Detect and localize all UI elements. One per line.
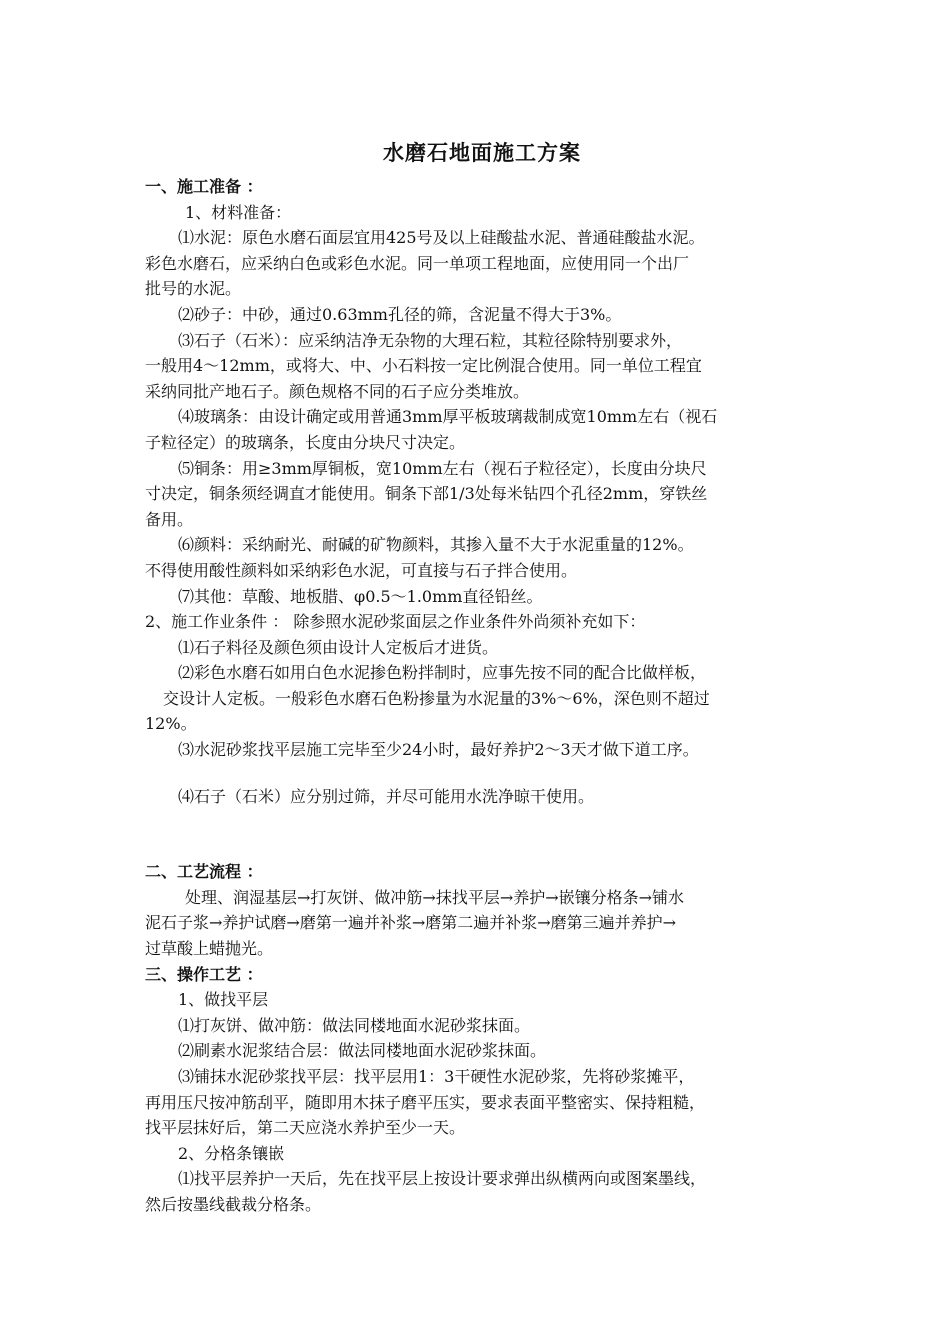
paragraph-line: ⑵彩色水磨石如用白色水泥掺色粉拌制时，应事先按不同的配合比做样板， <box>178 663 707 683</box>
subheading-leveling-layer: 1、做找平层 <box>178 990 269 1010</box>
paragraph-line: ⑵砂子：中砂，通过0.63mm孔径的筛，含泥量不得大于3%。 <box>178 304 622 324</box>
paragraph-line: 过草酸上蜡抛光。 <box>145 939 274 959</box>
paragraph-line: ⑷石子（石米）应分别过筛，并尽可能用水洗净晾干使用。 <box>178 786 595 806</box>
paragraph-line: ⑵刷素水泥浆结合层：做法同楼地面水泥砂浆抹面。 <box>178 1041 547 1061</box>
paragraph-line: 子粒径定）的玻璃条，长度由分块尺寸决定。 <box>145 432 466 452</box>
paragraph-line: 再用压尺按冲筋刮平，随即用木抹子磨平压实，要求表面平整密实、保持粗糙， <box>145 1092 706 1112</box>
paragraph-line: 处理、润湿基层→打灰饼、做冲筋→抹找平层→养护→嵌镶分格条→铺水 <box>185 887 685 907</box>
section-heading-preparation: 一、施工准备 ： <box>145 177 263 196</box>
paragraph-line: ⑶水泥砂浆找平层施工完毕至少24小时，最好养护2～3天才做下道工序。 <box>178 740 699 760</box>
paragraph-line: ⑴找平层养护一天后，先在找平层上按设计要求弹出纵横两向或图案墨线， <box>178 1169 707 1189</box>
section-heading-process-flow: 二、工艺流程 ： <box>145 862 263 882</box>
paragraph-line: ⑹颜料：采纳耐光、耐碱的矿物颜料，其掺入量不大于水泥重量的12%。 <box>178 535 694 555</box>
paragraph-line: 寸决定，铜条须经调直才能使用。铜条下部1/3处每米钻四个孔径2mm，穿铁丝 <box>145 484 708 504</box>
subheading-divider-strips: 2、分格条镶嵌 <box>178 1143 285 1163</box>
subheading-work-conditions: 2、施工作业条件 ： 除参照水泥砂浆面层之作业条件外尚须补充如下： <box>145 612 646 632</box>
document-body <box>145 136 819 1218</box>
paragraph-line: 备用。 <box>145 509 194 529</box>
paragraph-line: 彩色水磨石，应采纳白色或彩色水泥。同一单项工程地面，应使用同一个出厂 <box>145 253 690 273</box>
paragraph-line: 批号的水泥。 <box>145 279 242 299</box>
paragraph-line: ⑴水泥：原色水磨石面层宜用425号及以上硅酸盐水泥、普通硅酸盐水泥。 <box>178 228 705 248</box>
paragraph-line: ⑷玻璃条：由设计确定或用普通3mm厚平板玻璃裁制成宽10mm左右（视石 <box>178 407 718 427</box>
paragraph-line: 泥石子浆→养护试磨→磨第一遍并补浆→磨第二遍并补浆→磨第三遍并养护→ <box>145 913 677 933</box>
paragraph-line: 12%。 <box>145 714 197 734</box>
paragraph-line: ⑴石子料径及颜色须由设计人定板后才进货。 <box>178 637 499 657</box>
paragraph-line: 交设计人定板。一般彩色水磨石色粉掺量为水泥量的3%～6%，深色则不超过 <box>163 688 710 708</box>
paragraph-line: ⑺其他：草酸、地板腊、φ0.5～1.0mm直径铅丝。 <box>178 586 543 606</box>
paragraph-line: 采纳同批产地石子。颜色规格不同的石子应分类堆放。 <box>145 381 530 401</box>
paragraph-line: ⑶石子（石米）：应采纳洁净无杂物的大理石粒，其粒径除特别要求外， <box>178 330 683 350</box>
blank-space <box>145 809 819 859</box>
paragraph-line: ⑸铜条：用≥3mm厚铜板，宽10mm左右（视石子粒径定），长度由分块尺 <box>178 458 707 478</box>
paragraph-line: ⑶铺抹水泥砂浆找平层：找平层用1：3干硬性水泥砂浆，先将砂浆摊平， <box>178 1067 695 1086</box>
document-title: 水磨石地面施工方案 <box>383 141 581 165</box>
paragraph-line: 然后按墨线截裁分格条。 <box>145 1194 322 1214</box>
paragraph-line: 不得使用酸性颜料如采纳彩色水泥，可直接与石子拌合使用。 <box>145 560 578 580</box>
paragraph-line: 一般用4～12mm，或将大、中、小石料按一定比例混合使用。同一单位工程宜 <box>145 356 702 376</box>
paragraph-line: ⑴打灰饼、做冲筋：做法同楼地面水泥砂浆抹面。 <box>178 1015 531 1035</box>
paragraph-line: 找平层抹好后，第二天应浇水养护至少一天。 <box>145 1118 466 1138</box>
section-heading-operation: 三、操作工艺 ： <box>145 964 263 984</box>
subheading-materials: 1、材料准备： <box>185 202 292 222</box>
blank-line <box>145 763 819 784</box>
